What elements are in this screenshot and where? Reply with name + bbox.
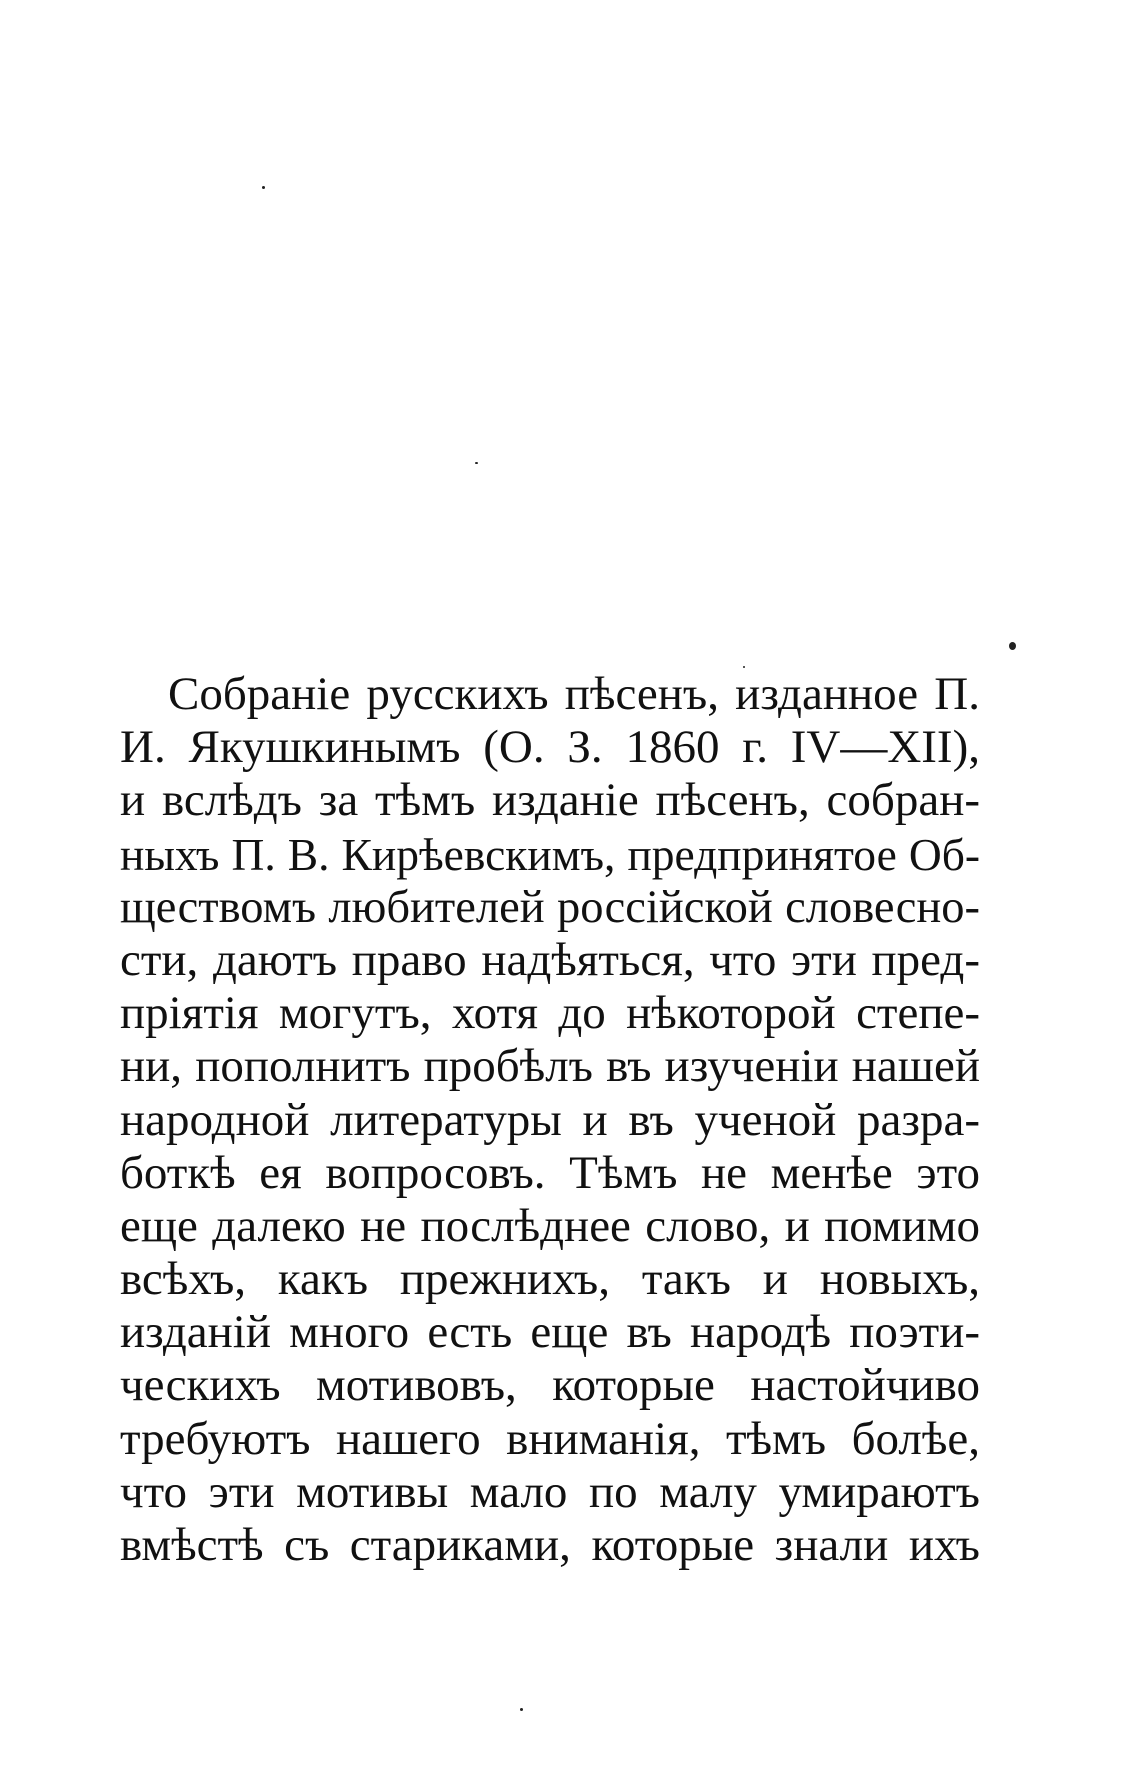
- text-line: всѣхъ, какъ прежнихъ, такъ и новыхъ,: [120, 1253, 980, 1306]
- ink-speck: [262, 186, 265, 189]
- text-line: ществомъ любителей россійской словесно-: [120, 881, 980, 933]
- text-line: и вслѣдъ за тѣмъ изданіе пѣсенъ, собран-: [120, 774, 980, 827]
- text-line: вмѣстѣ съ стариками, которые знали ихъ: [120, 1519, 980, 1571]
- text-line: еще далеко не послѣднее слово, и помимо: [120, 1199, 980, 1252]
- text-line: пріятія могутъ, хотя до нѣкоторой степе-: [120, 987, 980, 1040]
- body-text: [120, 668, 980, 1572]
- text-line: ныхъ П. В. Кирѣевскимъ, предпринятое Об-: [120, 828, 980, 880]
- text-line: И. Якушкинымъ (О. З. 1860 г. IV—XII),: [120, 721, 980, 774]
- text-line: ни, пополнитъ пробѣлъ въ изученіи нашей: [120, 1040, 980, 1093]
- text-line: народной литературы и въ ученой разра-: [120, 1093, 980, 1146]
- ink-speck: [1009, 642, 1016, 650]
- ink-speck: [520, 1708, 523, 1711]
- ink-speck: [475, 462, 478, 464]
- text-line: изданій много есть еще въ народѣ поэти-: [120, 1306, 980, 1359]
- text-line: Собраніе русскихъ пѣсенъ, изданное П.: [168, 668, 980, 720]
- text-line: что эти мотивы мало по малу умираютъ: [120, 1465, 980, 1518]
- text-line: ческихъ мотивовъ, которые настойчиво: [120, 1359, 980, 1412]
- text-line: требуютъ нашего вниманія, тѣмъ болѣе,: [120, 1412, 980, 1465]
- text-line: сти, даютъ право надѣяться, что эти пред-: [120, 933, 980, 986]
- text-line: боткѣ ея вопросовъ. Тѣмъ не менѣе это: [120, 1146, 980, 1199]
